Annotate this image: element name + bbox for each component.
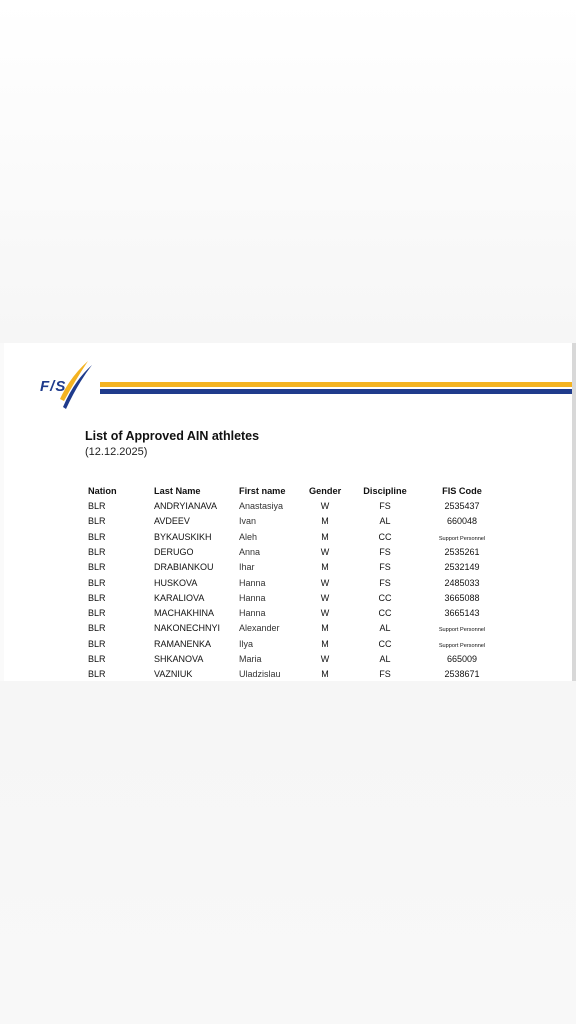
fis-code-cell: 660048	[446, 516, 478, 527]
support-personnel-label: Support Personnel	[438, 627, 486, 634]
discipline-cell: FS	[379, 669, 391, 680]
first-name-cell: Ilya	[239, 638, 254, 649]
support-personnel-label: Support Personnel	[438, 642, 486, 649]
nation-cell: BLR	[88, 577, 106, 588]
discipline-cell: AL	[379, 654, 391, 664]
discipline-cell: CC	[378, 592, 392, 603]
first-name-cell: Ihar	[239, 562, 255, 573]
last-name-cell: RAMANENKA	[154, 638, 212, 649]
document-date: (12.12.2025)	[85, 446, 148, 458]
first-name-cell: Hanna	[239, 577, 266, 588]
nation-cell: BLR	[88, 546, 106, 557]
last-name-cell: NAKONECHNYI	[154, 623, 221, 634]
fis-code-cell: 2538671	[444, 669, 480, 680]
fis-code-cell	[422, 532, 502, 544]
first-name-cell: Uladzislau	[239, 669, 281, 680]
header-stripe-blue	[100, 389, 572, 394]
last-name-cell: DERUGO	[154, 546, 194, 557]
table-row	[4, 578, 572, 593]
last-name-cell: KARALIOVA	[154, 592, 205, 603]
nation-cell: BLR	[88, 501, 106, 511]
gender-cell: W	[320, 608, 330, 619]
gender-cell: M	[321, 531, 329, 542]
discipline-cell: FS	[379, 501, 391, 511]
fis-code-cell: 3665088	[444, 592, 480, 603]
first-name-cell: Anastasiya	[239, 501, 284, 511]
gender-cell: W	[320, 546, 330, 557]
header-discipline: Discipline	[363, 486, 407, 496]
gender-cell: W	[320, 654, 330, 664]
nation-cell: BLR	[88, 638, 106, 649]
fis-code-cell	[422, 639, 502, 651]
fis-code-cell: 2532149	[444, 562, 480, 573]
discipline-cell: FS	[379, 546, 391, 557]
gender-cell: M	[321, 562, 329, 573]
header-first-name: First name	[239, 486, 286, 496]
table-row	[4, 562, 572, 577]
table-row	[4, 516, 572, 531]
fis-code-cell: 3665143	[444, 608, 480, 619]
last-name-cell: HUSKOVA	[154, 577, 198, 588]
table-row	[4, 623, 572, 638]
last-name-cell: ANDRYIANAVA	[154, 501, 218, 511]
first-name-cell: Hanna	[239, 608, 266, 619]
nation-cell: BLR	[88, 654, 106, 664]
first-name-cell: Maria	[239, 654, 262, 664]
fis-code-cell: 2535261	[444, 546, 480, 557]
nation-cell: BLR	[88, 623, 106, 634]
support-personnel-label: Support Personnel	[438, 535, 486, 542]
discipline-cell: CC	[378, 608, 392, 619]
first-name-cell: Anna	[239, 546, 261, 557]
table-row	[4, 608, 572, 623]
table-row	[4, 593, 572, 608]
table-header	[4, 486, 572, 501]
header-fis-code: FIS Code	[442, 486, 482, 496]
background-bottom	[0, 681, 576, 1024]
last-name-cell: BYKAUSKIKH	[154, 531, 212, 542]
document-title: List of Approved AIN athletes	[85, 429, 260, 443]
fis-code-cell: 2485033	[444, 577, 480, 588]
table-row	[4, 654, 572, 669]
fis-code-cell: 665009	[446, 654, 478, 664]
header-nation: Nation	[88, 486, 117, 496]
last-name-cell: SHKANOVA	[154, 654, 204, 664]
nation-cell: BLR	[88, 516, 106, 527]
gender-cell: W	[320, 501, 330, 511]
gender-cell: M	[321, 516, 329, 527]
discipline-cell: AL	[379, 623, 391, 634]
table-row	[4, 501, 572, 516]
page-edge	[572, 343, 576, 681]
last-name-cell: VAZNIUK	[154, 669, 193, 680]
fis-code-cell: 2535437	[444, 501, 480, 511]
table-row	[4, 669, 572, 681]
gender-cell: M	[321, 669, 329, 680]
fis-code-cell	[422, 623, 502, 635]
header-gender: Gender	[309, 486, 342, 496]
first-name-cell: Alexander	[239, 623, 280, 634]
discipline-cell: FS	[379, 562, 391, 573]
background-top	[0, 0, 576, 343]
gender-cell: W	[320, 577, 330, 588]
last-name-cell: DRABIANKOU	[154, 562, 214, 573]
table-row	[4, 639, 572, 654]
gender-cell: M	[321, 638, 329, 649]
first-name-cell: Hanna	[239, 592, 266, 603]
table-row	[4, 547, 572, 562]
nation-cell: BLR	[88, 608, 106, 619]
gender-cell: W	[320, 592, 330, 603]
first-name-cell: Ivan	[239, 516, 257, 527]
document-page	[4, 343, 573, 681]
discipline-cell: AL	[379, 516, 391, 527]
discipline-cell: FS	[379, 577, 391, 588]
table-row	[4, 532, 572, 547]
nation-cell: BLR	[88, 562, 106, 573]
gender-cell: M	[321, 623, 329, 634]
header-last-name: Last Name	[154, 486, 201, 496]
fis-logo-text: F/S	[40, 378, 67, 395]
first-name-cell: Aleh	[239, 531, 258, 542]
nation-cell: BLR	[88, 592, 106, 603]
discipline-cell: CC	[378, 531, 392, 542]
discipline-cell: CC	[378, 638, 392, 649]
last-name-cell: MACHAKHINA	[154, 608, 215, 619]
header-stripe-yellow	[100, 382, 572, 387]
last-name-cell: AVDEEV	[154, 516, 190, 527]
nation-cell: BLR	[88, 669, 106, 680]
nation-cell: BLR	[88, 531, 106, 542]
